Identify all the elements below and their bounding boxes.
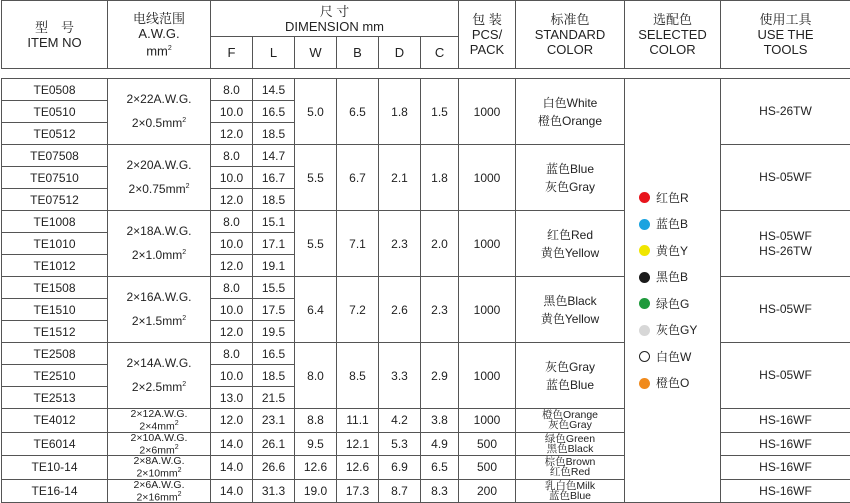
standard-color-line-text: 黄色Yellow [541,312,599,326]
wire-mm-text: 2×10mm [136,468,177,480]
item-no: TE4012 [2,409,108,433]
pack-qty: 1000 [459,79,516,145]
pack-qty: 500 [459,456,516,480]
selected-color-label: 灰色GY [656,323,697,337]
dim-f: 10.0 [211,299,253,321]
item-no: TE1510 [2,299,108,321]
standard-color [516,343,625,409]
dim-f: 8.0 [211,145,253,167]
table-row [2,79,850,101]
dim-f: 10.0 [211,233,253,255]
color-swatch-icon [639,219,650,230]
dim-f: 8.0 [211,211,253,233]
standard-color-line-text: 绿色Green [545,433,595,445]
dim-d: 3.3 [379,343,421,409]
dim-l: 15.1 [253,211,295,233]
item-no: TE2513 [2,387,108,409]
tool-name-text: HS-26TW [759,104,812,118]
wire-mm: $2\times 0.5mm^2$ [108,110,210,134]
dim-c: 2.9 [421,343,459,409]
header-col-f: F [211,37,253,69]
standard-color-line-text: 黄色Yellow [541,246,599,260]
tool-name [721,104,850,119]
dim-l: 31.3 [253,479,295,503]
wire-awg-text: 2×18A.W.G. [126,224,191,238]
wire-mm: $2\times 0.75mm^2$ [108,176,210,200]
tools [721,211,850,277]
selected-color-item [639,211,720,238]
wire-range [108,211,211,277]
standard-color [516,479,625,503]
standard-color-line-text: 蓝色Blue [546,162,594,176]
item-no: TE0508 [2,79,108,101]
dim-f: 12.0 [211,321,253,343]
tool-name [721,302,850,317]
pack-qty: 1000 [459,277,516,343]
item-no: TE07510 [2,167,108,189]
header-item-no: 型 号 ITEM NO [2,1,108,69]
wire-awg [108,287,210,308]
dim-b: 6.7 [337,145,379,211]
tool-name [721,368,850,383]
dim-w: 9.5 [295,432,337,456]
dim-b: 8.5 [337,343,379,409]
dim-l: 15.5 [253,277,295,299]
standard-color-line-text: 黑色Black [547,443,594,455]
tool-name: HS-16WF [721,432,850,456]
header-col-d: D [379,37,421,69]
wire-mm: $2\times 10mm^2$ [108,466,210,479]
standard-color-line-text: 红色Red [547,228,593,242]
item-no: TE2508 [2,343,108,365]
selected-color-item [639,344,720,371]
dim-w: 19.0 [295,479,337,503]
wire-range [108,277,211,343]
wire-mm-text: 2×6mm [139,444,174,456]
item-no: TE2510 [2,365,108,387]
dim-l: 26.1 [253,432,295,456]
wire-awg-text: 2×20A.W.G. [126,158,191,172]
color-swatch-icon [639,272,650,283]
dim-c: 3.8 [421,409,459,433]
wire-mm-text: 2×1.5mm [132,314,182,328]
wire-mm-text: 2×2.5mm [132,380,182,394]
standard-color [516,211,625,277]
dim-f: 12.0 [211,123,253,145]
tool-name [721,244,850,259]
wire-awg [108,221,210,242]
wire-range [108,432,211,456]
dim-d: 2.1 [379,145,421,211]
dim-f: 13.0 [211,387,253,409]
table-row [2,277,850,299]
wire-awg [108,353,210,374]
color-swatch-icon [639,192,650,203]
item-no: TE0512 [2,123,108,145]
item-no: TE1010 [2,233,108,255]
dim-d: 5.3 [379,432,421,456]
tool-name-text: HS-26TW [759,244,812,258]
standard-color-line-text: 蓝色Blue [546,378,594,392]
selected-color-label: 绿色G [656,297,689,311]
color-swatch-icon [639,298,650,309]
color-swatch-icon [639,351,650,362]
table-row [2,211,850,233]
dim-w: 8.8 [295,409,337,433]
wire-mm: $2\times 4mm^2$ [108,419,210,432]
tool-name-text: HS-05WF [759,170,812,184]
tool-name [721,170,850,185]
table-row [2,409,850,433]
dim-c: 4.9 [421,432,459,456]
tool-name: HS-16WF [721,479,850,503]
wire-range [108,145,211,211]
wire-range [108,343,211,409]
wire-awg-text: 2×8A.W.G. [133,456,184,468]
standard-color-line [516,160,624,178]
wire-mm-text: 2×0.5mm [132,116,182,130]
wire-mm-text: 2×0.75mm [129,182,186,196]
tool-name-text: HS-05WF [759,229,812,243]
wire-range [108,456,211,480]
wire-mm: $2\times 1.0mm^2$ [108,242,210,266]
tools [721,145,850,211]
tool-name-text: HS-05WF [759,368,812,382]
standard-color-line [516,420,624,430]
standard-color [516,79,625,145]
dim-w: 12.6 [295,456,337,480]
dim-f: 10.0 [211,365,253,387]
standard-color-line [516,444,624,454]
dim-b: 6.5 [337,79,379,145]
standard-color-line [516,244,624,262]
standard-color-line-text: 灰色Gray [548,419,592,431]
wire-mm: $2\times 1.5mm^2$ [108,308,210,332]
wire-mm-text: 2×1.0mm [132,248,182,262]
table-row [2,145,850,167]
selected-color-label: 红色R [656,191,689,205]
dim-w: 5.0 [295,79,337,145]
standard-color-line-text: 乳白色Milk [545,480,595,492]
dim-f: 12.0 [211,409,253,433]
color-swatch-icon [639,378,650,389]
dim-d: 2.3 [379,211,421,277]
standard-color [516,409,625,433]
standard-color-line-text: 白色White [543,96,598,110]
standard-color-line [516,226,624,244]
dim-l: 19.5 [253,321,295,343]
dim-f: 14.0 [211,479,253,503]
dim-d: 4.2 [379,409,421,433]
wire-range [108,409,211,433]
wire-awg [108,409,210,419]
wire-mm-text: 2×4mm [139,421,174,433]
dim-l: 19.1 [253,255,295,277]
selected-color-item [639,291,720,318]
wire-awg [108,155,210,176]
standard-color-line-text: 蓝色Blue [549,490,591,502]
dim-f: 10.0 [211,167,253,189]
standard-color-line [516,467,624,477]
header-tools: 使用工具 USE THE TOOLS [721,1,850,69]
dim-l: 17.1 [253,233,295,255]
item-no: TE16-14 [2,479,108,503]
item-no: TE1008 [2,211,108,233]
dim-c: 1.8 [421,145,459,211]
standard-color-line [516,358,624,376]
wire-awg [108,456,210,466]
dim-l: 16.5 [253,101,295,123]
standard-color [516,145,625,211]
wire-awg-text: 2×16A.W.G. [126,290,191,304]
dim-l: 26.6 [253,456,295,480]
wire-mm: $2\times 6mm^2$ [108,443,210,456]
dim-w: 6.4 [295,277,337,343]
item-no: TE1508 [2,277,108,299]
dim-f: 8.0 [211,277,253,299]
spec-table [1,0,850,503]
standard-color [516,456,625,480]
table-row [2,456,850,480]
pack-qty: 1000 [459,145,516,211]
wire-awg-text: 2×22A.W.G. [126,92,191,106]
dim-d: 6.9 [379,456,421,480]
wire-awg-text: 2×6A.W.G. [133,479,184,491]
dim-c: 8.3 [421,479,459,503]
wire-mm: $2\times 16mm^2$ [108,490,210,503]
item-no: TE07508 [2,145,108,167]
selected-color-label: 橙色O [656,376,689,390]
pack-qty: 500 [459,432,516,456]
wire-mm-text: 2×16mm [136,491,177,503]
tools [721,277,850,343]
dim-b: 7.2 [337,277,379,343]
dim-d: 1.8 [379,79,421,145]
wire-range [108,79,211,145]
table-row [2,432,850,456]
dim-l: 14.7 [253,145,295,167]
tools [721,343,850,409]
dim-f: 8.0 [211,343,253,365]
wire-mm: $2\times 2.5mm^2$ [108,374,210,398]
selected-colors [625,79,721,503]
dim-f: 12.0 [211,255,253,277]
dim-l: 17.5 [253,299,295,321]
dim-b: 12.6 [337,456,379,480]
dim-c: 6.5 [421,456,459,480]
pack-qty: 200 [459,479,516,503]
standard-color [516,432,625,456]
dim-b: 17.3 [337,479,379,503]
header-col-w: W [295,37,337,69]
dim-c: 2.0 [421,211,459,277]
dim-l: 16.5 [253,343,295,365]
item-no: TE6014 [2,432,108,456]
item-no: TE1012 [2,255,108,277]
selected-color-label: 黄色Y [656,244,688,258]
header-selected-color: 选配色 SELECTED COLOR [625,1,721,69]
standard-color-line [516,178,624,196]
tool-name-text: HS-05WF [759,302,812,316]
header-standard-color: 标准色 STANDARD COLOR [516,1,625,69]
color-swatch-icon [639,245,650,256]
tool-name: HS-16WF [721,409,850,433]
wire-awg-text: 2×10A.W.G. [131,432,188,444]
dim-b: 11.1 [337,409,379,433]
selected-color-item [639,370,720,397]
table-row [2,479,850,503]
dim-c: 2.3 [421,277,459,343]
color-swatch-icon [639,325,650,336]
item-no: TE1512 [2,321,108,343]
wire-awg-text: 2×14A.W.G. [126,356,191,370]
dim-d: 2.6 [379,277,421,343]
standard-color-line [516,292,624,310]
selected-color-item [639,264,720,291]
dim-w: 5.5 [295,145,337,211]
wire-awg-text: 2×12A.W.G. [131,409,188,421]
wire-range [108,479,211,503]
selected-color-label: 黑色B [656,270,688,284]
header-pack: 包 装 PCS/ PACK [459,1,516,69]
dim-f: 14.0 [211,432,253,456]
table-row [2,343,850,365]
standard-color-line [516,376,624,394]
dim-f: 8.0 [211,79,253,101]
dim-w: 8.0 [295,343,337,409]
standard-color-line-text: 黑色Black [543,294,596,308]
wire-awg [108,480,210,490]
dim-l: 23.1 [253,409,295,433]
dim-l: 18.5 [253,123,295,145]
dim-f: 14.0 [211,456,253,480]
dim-b: 7.1 [337,211,379,277]
selected-color-item [639,317,720,344]
header-col-b: B [337,37,379,69]
dim-l: 21.5 [253,387,295,409]
item-no: TE07512 [2,189,108,211]
standard-color-line-text: 橙色Orange [538,114,602,128]
selected-color-item [639,238,720,265]
dim-c: 1.5 [421,79,459,145]
pack-qty: 1000 [459,409,516,433]
dim-f: 10.0 [211,101,253,123]
item-no: TE0510 [2,101,108,123]
dim-l: 18.5 [253,189,295,211]
header-col-c: C [421,37,459,69]
pack-qty: 1000 [459,211,516,277]
dim-w: 5.5 [295,211,337,277]
standard-color-line [516,94,624,112]
dim-l: 16.7 [253,167,295,189]
header-wire-range: 电线范围 A.W.G. $mm^2$ [108,1,211,69]
pack-qty: 1000 [459,343,516,409]
wire-awg [108,433,210,443]
standard-color-line-text: 红色Red [550,466,590,478]
dim-l: 14.5 [253,79,295,101]
header-dimension: 尺 寸 DIMENSION mm [211,1,459,37]
wire-awg [108,89,210,110]
dim-l: 18.5 [253,365,295,387]
tool-name: HS-16WF [721,456,850,480]
item-no: TE10-14 [2,456,108,480]
standard-color-line [516,310,624,328]
dim-b: 12.1 [337,432,379,456]
selected-color-label: 白色W [656,350,691,364]
standard-color-line-text: 灰色Gray [545,360,595,374]
standard-color-line [516,112,624,130]
header-col-l: L [253,37,295,69]
standard-color-line-text: 橙色Orange [542,409,598,421]
selected-color-item [639,185,720,212]
dim-d: 8.7 [379,479,421,503]
tools [721,79,850,145]
standard-color-line-text: 棕色Brown [545,456,596,468]
standard-color-line-text: 灰色Gray [545,180,595,194]
dim-f: 12.0 [211,189,253,211]
tool-name [721,229,850,244]
selected-color-label: 蓝色B [656,217,688,231]
standard-color [516,277,625,343]
